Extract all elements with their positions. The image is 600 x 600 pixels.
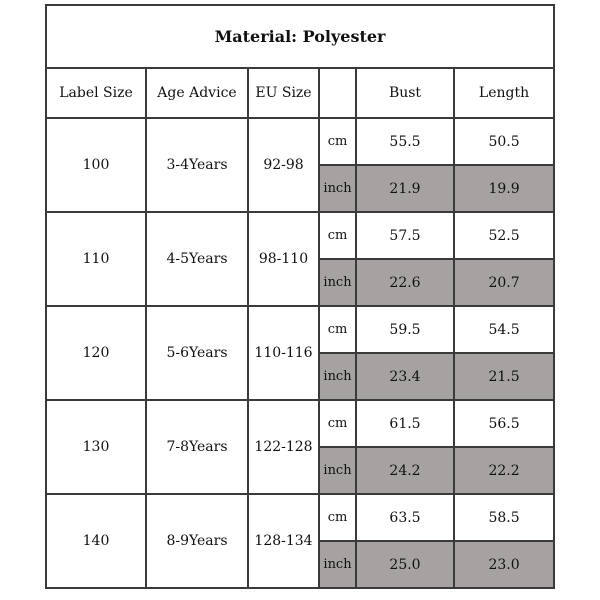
length-cm-cell: 56.5 <box>454 400 554 447</box>
bust-cm-cell: 59.5 <box>356 306 454 353</box>
age-advice-cell: 4-5Years <box>146 212 248 306</box>
table-title: Material: Polyester <box>46 5 554 68</box>
eu-size-cell: 98-110 <box>248 212 319 306</box>
unit-inch-cell: inch <box>319 165 356 212</box>
length-cm-cell: 58.5 <box>454 494 554 541</box>
eu-size-cell: 128-134 <box>248 494 319 588</box>
table-row <box>46 400 554 447</box>
table-row <box>46 212 554 259</box>
eu-size-cell: 92-98 <box>248 118 319 212</box>
label-size-cell: 110 <box>46 212 146 306</box>
header-eu-size: EU Size <box>248 68 319 118</box>
unit-cm-cell: cm <box>319 212 356 259</box>
table-row <box>46 118 554 165</box>
header-bust: Bust <box>356 68 454 118</box>
unit-cm-cell: cm <box>319 494 356 541</box>
bust-cm-cell: 55.5 <box>356 118 454 165</box>
length-cm-cell: 52.5 <box>454 212 554 259</box>
label-size-cell: 130 <box>46 400 146 494</box>
header-length: Length <box>454 68 554 118</box>
size-chart <box>45 4 553 596</box>
bust-cm-cell: 63.5 <box>356 494 454 541</box>
header-row <box>46 68 554 118</box>
bust-inch-cell: 25.0 <box>356 541 454 588</box>
size-table <box>45 4 555 589</box>
label-size-cell: 140 <box>46 494 146 588</box>
unit-cm-cell: cm <box>319 306 356 353</box>
header-unit <box>319 68 356 118</box>
label-size-cell: 100 <box>46 118 146 212</box>
eu-size-cell: 110-116 <box>248 306 319 400</box>
unit-inch-cell: inch <box>319 447 356 494</box>
bust-inch-cell: 23.4 <box>356 353 454 400</box>
label-size-cell: 120 <box>46 306 146 400</box>
unit-cm-cell: cm <box>319 118 356 165</box>
unit-cm-cell: cm <box>319 400 356 447</box>
length-inch-cell: 21.5 <box>454 353 554 400</box>
age-advice-cell: 7-8Years <box>146 400 248 494</box>
age-advice-cell: 3-4Years <box>146 118 248 212</box>
unit-inch-cell: inch <box>319 353 356 400</box>
length-inch-cell: 23.0 <box>454 541 554 588</box>
length-inch-cell: 22.2 <box>454 447 554 494</box>
length-cm-cell: 50.5 <box>454 118 554 165</box>
table-row <box>46 306 554 353</box>
eu-size-cell: 122-128 <box>248 400 319 494</box>
length-inch-cell: 20.7 <box>454 259 554 306</box>
length-inch-cell: 19.9 <box>454 165 554 212</box>
header-label-size: Label Size <box>46 68 146 118</box>
bust-inch-cell: 22.6 <box>356 259 454 306</box>
length-cm-cell: 54.5 <box>454 306 554 353</box>
bust-inch-cell: 21.9 <box>356 165 454 212</box>
title-row <box>46 5 554 68</box>
table-row <box>46 494 554 541</box>
bust-cm-cell: 57.5 <box>356 212 454 259</box>
unit-inch-cell: inch <box>319 541 356 588</box>
unit-inch-cell: inch <box>319 259 356 306</box>
age-advice-cell: 5-6Years <box>146 306 248 400</box>
bust-cm-cell: 61.5 <box>356 400 454 447</box>
header-age-advice: Age Advice <box>146 68 248 118</box>
bust-inch-cell: 24.2 <box>356 447 454 494</box>
age-advice-cell: 8-9Years <box>146 494 248 588</box>
